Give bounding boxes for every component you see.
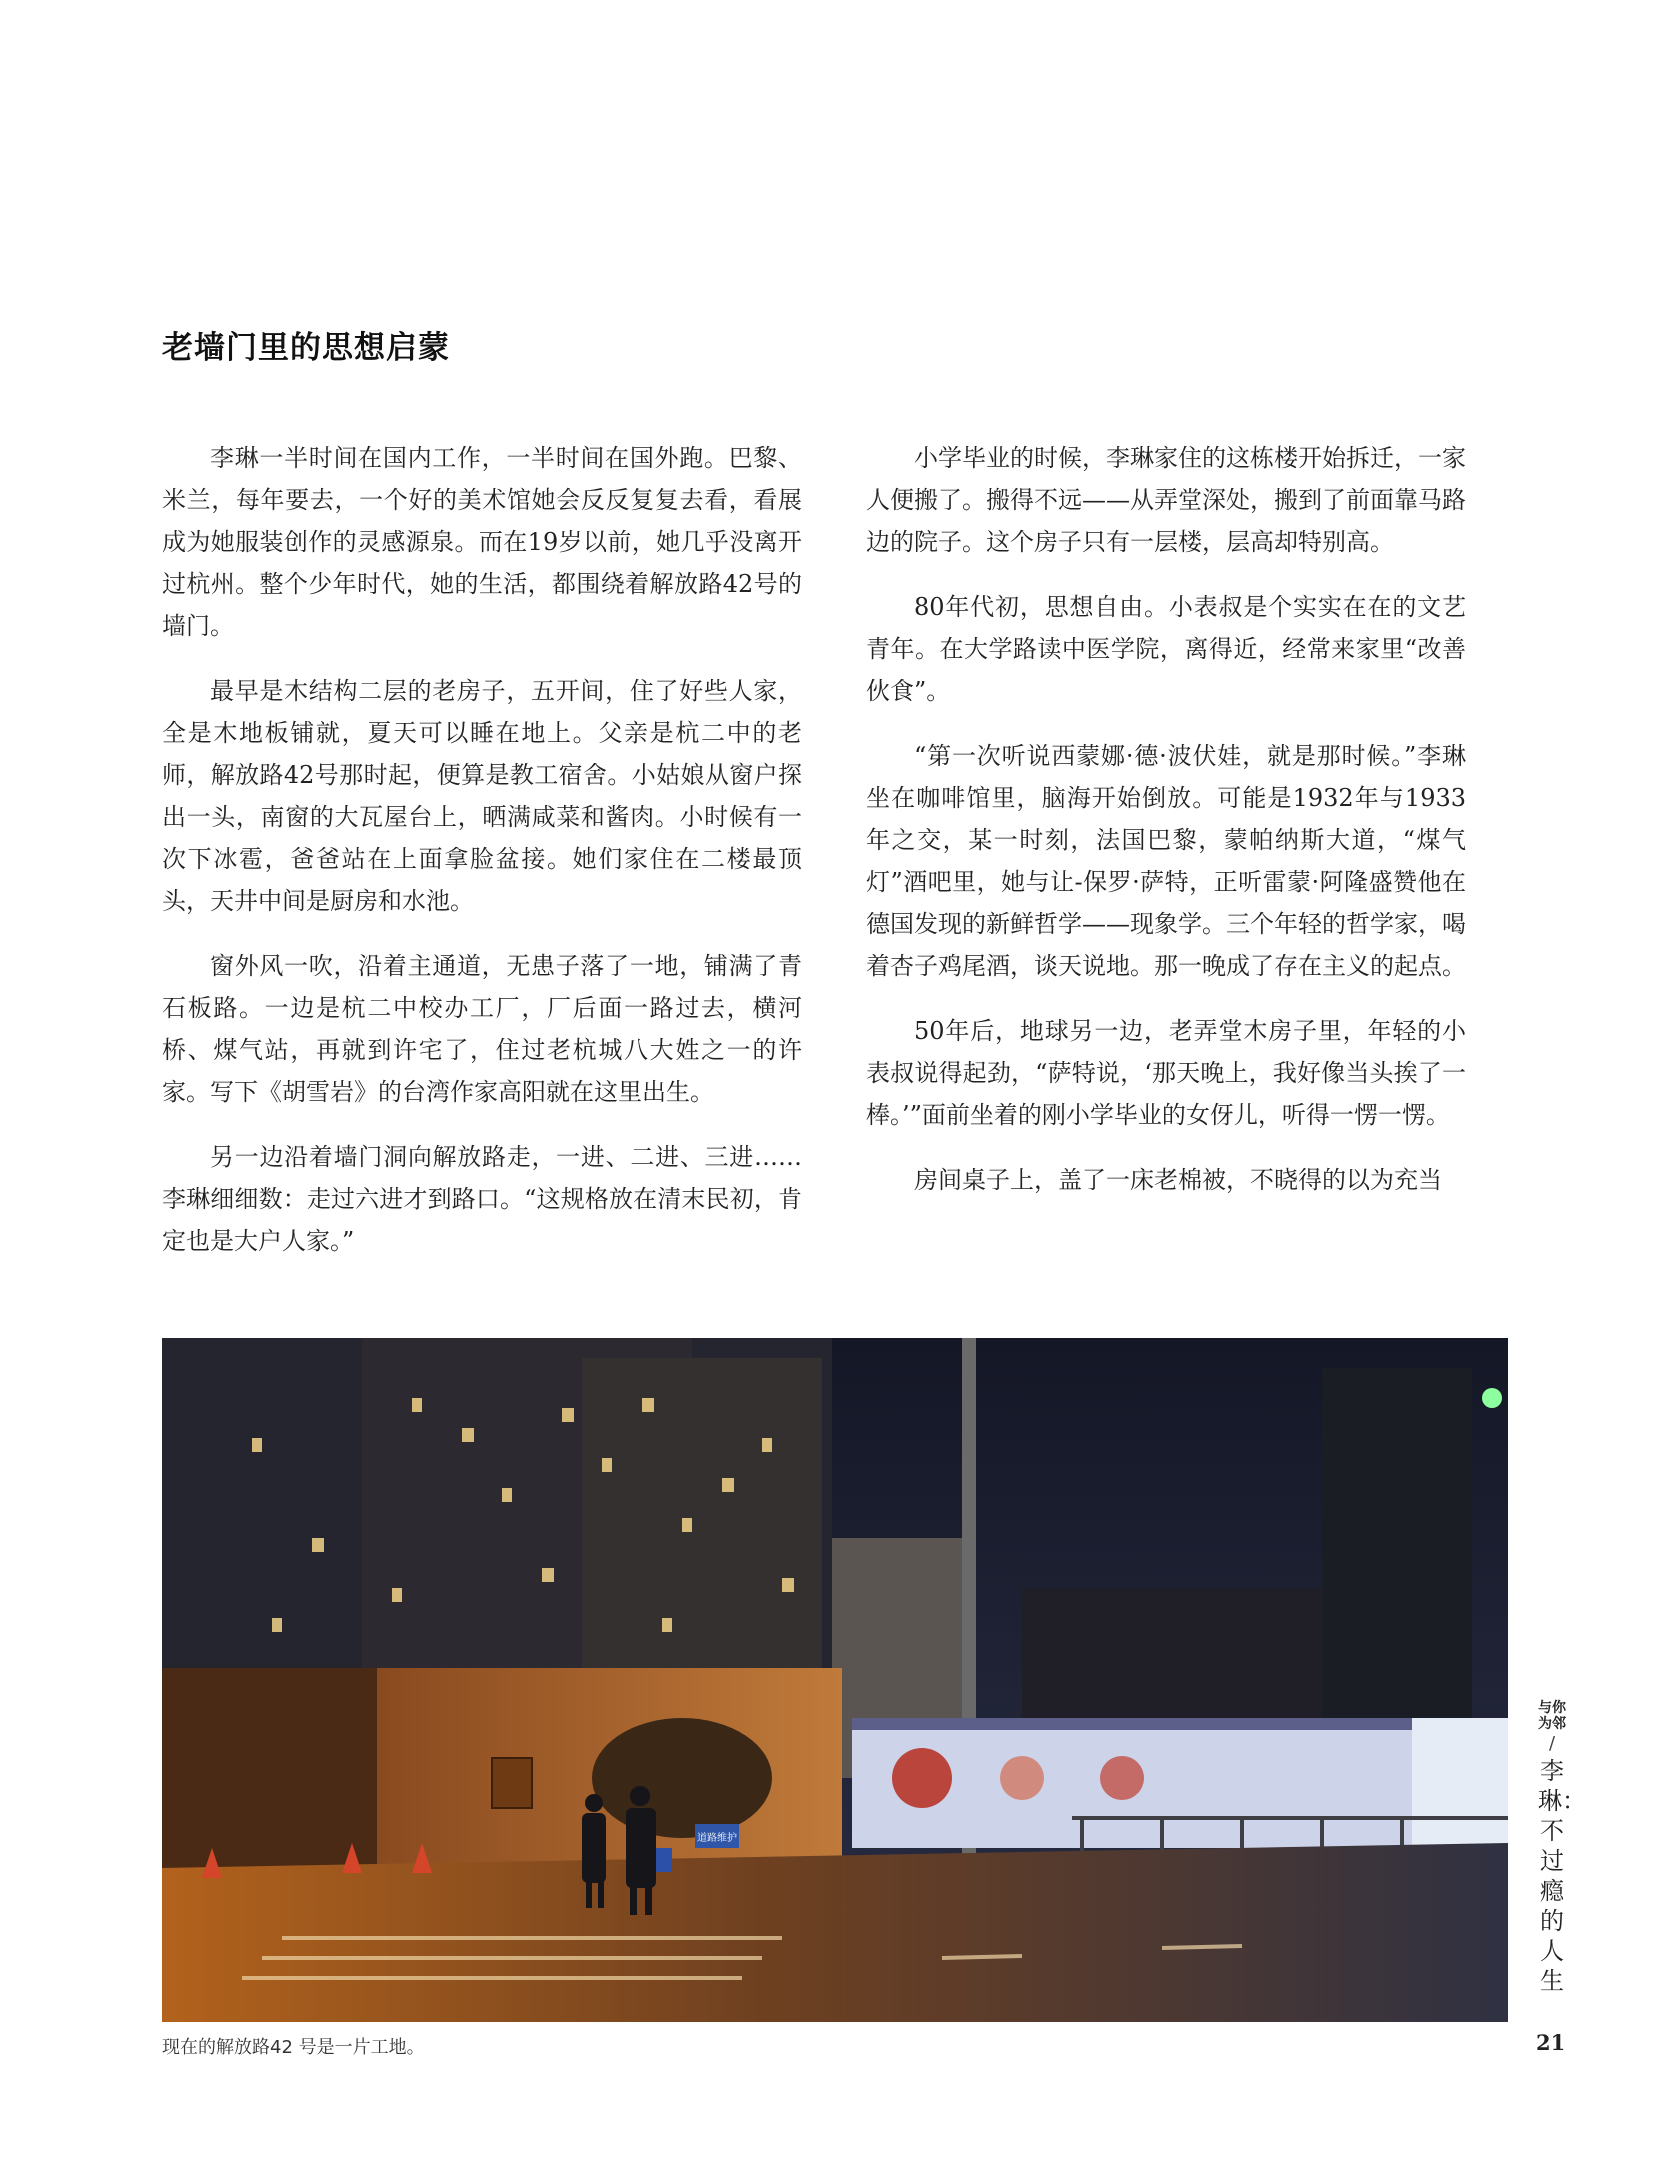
street-photo (162, 1338, 1508, 2022)
paragraph: 另一边沿着墙门洞向解放路走，一进、二进、三进……李琳细细数：走过六进才到路口。“这规格放在清末民初，肯定也是大户人家。” (162, 1143, 802, 1255)
separator: / (1548, 1733, 1556, 1754)
paragraph: 小学毕业的时候，李琳家住的这栋楼开始拆迁，一家人便搬了。搬得不远——从弄堂深处，搬到了前面靠马路边的院子。这个房子只有一层楼，层高却特别高。 (866, 444, 1466, 556)
article-title: 李琳：不过瘾的人生 (1538, 1757, 1586, 1995)
column-name: 与你为邻 (1538, 1700, 1566, 1732)
paragraph: 房间桌子上，盖了一床老棉被，不晓得的以为充当 (914, 1166, 1442, 1194)
night-street-photo-icon (162, 1338, 1508, 2022)
running-header (1538, 1700, 1586, 1996)
paragraph: “第一次听说西蒙娜·德·波伏娃，就是那时候。”李琳坐在咖啡馆里，脑海开始倒放。可能是1932年与1933年之交，某一时刻，法国巴黎，蒙帕纳斯大道，“煤气灯”酒吧里，她与让-保罗·萨特，正听雷蒙·阿隆盛赞他在德国发现的新鲜哲学——现象学。三个年轻的哲学家，喝着杏子鸡尾酒，谈天说地。那一晚成了存在主义的起点。 (866, 742, 1466, 980)
paragraph: 李琳一半时间在国内工作，一半时间在国外跑。巴黎、米兰，每年要去，一个好的美术馆她会反反复复去看，看展成为她服装创作的灵感源泉。而在19岁以前，她几乎没离开过杭州。整个少年时代，她的生活，都围绕着解放路42号的墙门。 (162, 444, 802, 640)
right-column (866, 437, 1466, 1224)
paragraph: 窗外风一吹，沿着主通道，无患子落了一地，铺满了青石板路。一边是杭二中校办工厂，厂后面一路过去，横河桥、煤气站，再就到许宅了，住过老杭城八大姓之一的许家。写下《胡雪岩》的台湾作家高阳就在这里出生。 (162, 952, 802, 1106)
road-sign-text: 道路维护 (697, 1833, 737, 1844)
section-title: 老墙门里的思想启蒙 (162, 330, 450, 366)
photo-caption: 现在的解放路42 号是一片工地。 (162, 2037, 425, 2058)
paragraph: 最早是木结构二层的老房子，五开间，住了好些人家，全是木地板铺就，夏天可以睡在地上。父亲是杭二中的老师，解放路42号那时起，便算是教工宿舍。小姑娘从窗户探出一头，南窗的大瓦屋台上，晒满咸菜和酱肉。小时候有一次下冰雹，爸爸站在上面拿脸盆接。她们家住在二楼最顶头，天井中间是厨房和水池。 (162, 677, 802, 915)
left-column (162, 437, 802, 1285)
paragraph: 50年后，地球另一边，老弄堂木房子里，年轻的小表叔说得起劲，“萨特说，‘那天晚上，我好像当头挨了一棒。’”面前坐着的刚小学毕业的女伢儿，听得一愣一愣。 (866, 1017, 1466, 1129)
page-number: 21 (1536, 2030, 1566, 2055)
paragraph: 80年代初，思想自由。小表叔是个实实在在的文艺青年。在大学路读中医学院，离得近，经常来家里“改善伙食”。 (866, 593, 1466, 705)
